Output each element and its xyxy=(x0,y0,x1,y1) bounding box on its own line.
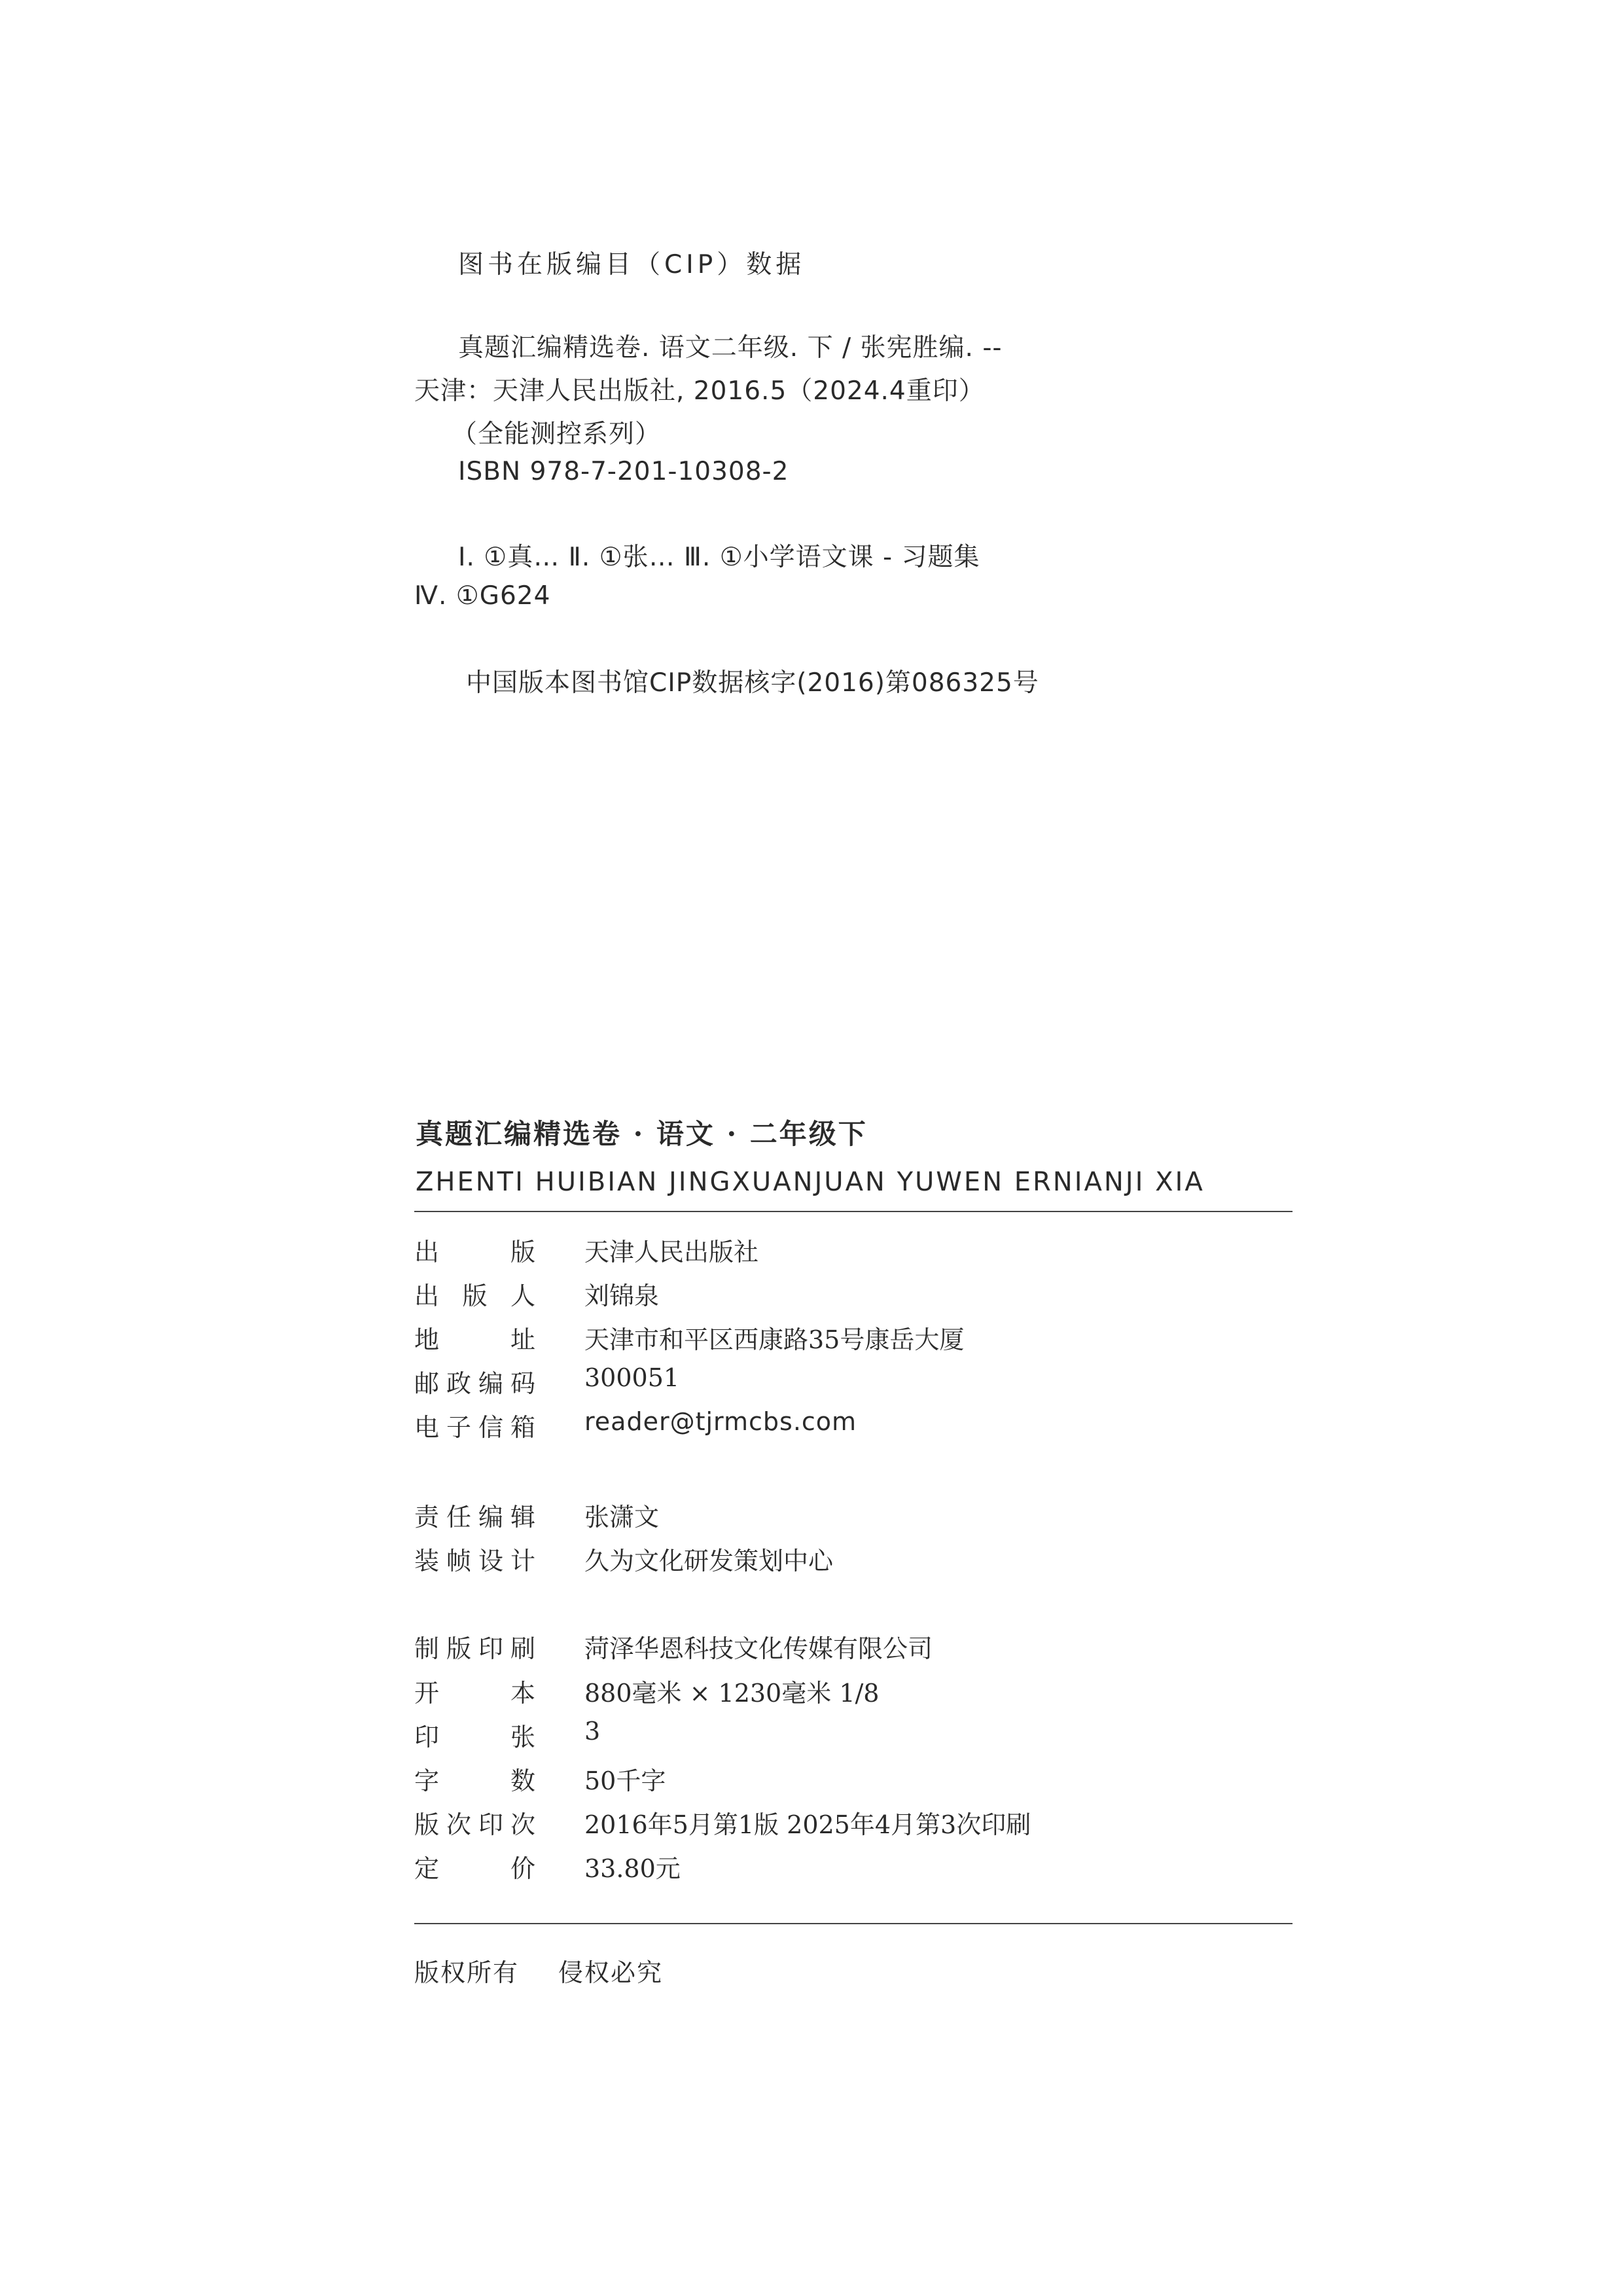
info-label-char: 刷 xyxy=(510,1634,535,1663)
info-label-responsible-editor xyxy=(414,1497,535,1533)
cip-heading: 图书在版编目（CIP）数据 xyxy=(458,250,806,279)
info-label-char: 编 xyxy=(478,1503,503,1532)
cip-line-publisher: 天津：天津人民出版社, 2016.5（2024.4重印） xyxy=(414,376,985,406)
info-label-char: 开 xyxy=(414,1679,440,1708)
info-label-char: 数 xyxy=(510,1767,535,1795)
info-label-char: 张 xyxy=(510,1723,535,1751)
info-label-char: 信 xyxy=(478,1413,503,1442)
info-label-price xyxy=(414,1848,535,1884)
info-label-char: 版 xyxy=(462,1282,488,1310)
info-label-postal-code xyxy=(414,1363,535,1399)
info-label-char: 印 xyxy=(414,1723,440,1751)
piracy-warning: 侵权必究 xyxy=(558,1958,664,1987)
info-label-char: 码 xyxy=(510,1369,535,1398)
info-label-char: 箱 xyxy=(510,1413,535,1442)
info-label-binding-design xyxy=(414,1541,535,1577)
info-value-price: 33.80元 xyxy=(584,1854,681,1883)
info-label-word-count xyxy=(414,1761,535,1797)
info-value-email: reader@tjrmcbs.com xyxy=(584,1407,857,1436)
info-label-char: 子 xyxy=(446,1413,471,1442)
info-label-char: 出 xyxy=(414,1282,440,1310)
info-label-char: 价 xyxy=(510,1854,535,1883)
info-value-binding-design: 久为文化研发策划中心 xyxy=(584,1547,834,1575)
info-label-char: 印 xyxy=(478,1634,503,1663)
info-label-char: 字 xyxy=(414,1767,440,1795)
info-label-char: 出 xyxy=(414,1238,440,1266)
info-value-format: 880毫米 × 1230毫米 1/8 xyxy=(584,1679,880,1708)
info-label-char: 印 xyxy=(478,1810,503,1839)
info-label-publisher xyxy=(414,1232,535,1268)
info-value-printing: 菏泽华恩科技文化传媒有限公司 xyxy=(584,1634,933,1663)
cip-line-series: （全能测控系列） xyxy=(452,420,662,449)
info-label-printed-sheets xyxy=(414,1717,535,1753)
info-label-char: 地 xyxy=(414,1325,440,1354)
cip-line-title: 真题汇编精选卷. 语文二年级. 下 / 张宪胜编. -- xyxy=(458,333,1003,363)
cip-line-record-number: 中国版本图书馆CIP数据核字(2016)第086325号 xyxy=(466,668,1039,698)
info-value-word-count: 50千字 xyxy=(584,1767,666,1795)
info-label-char: 版 xyxy=(446,1634,471,1663)
info-value-publisher-person: 刘锦泉 xyxy=(584,1282,660,1310)
book-title-cn: 真题汇编精选卷 · 语文 · 二年级下 xyxy=(416,1118,868,1150)
bottom-divider xyxy=(414,1923,1293,1924)
info-label-char: 设 xyxy=(478,1547,503,1575)
info-value-publisher: 天津人民出版社 xyxy=(584,1238,759,1266)
info-label-char: 人 xyxy=(510,1282,535,1310)
info-label-char: 址 xyxy=(510,1325,535,1354)
info-label-char: 政 xyxy=(446,1369,471,1398)
cip-line-classification: Ⅰ. ①真… Ⅱ. ①张… Ⅲ. ①小学语文课 - 习题集 xyxy=(458,543,980,572)
info-label-char: 定 xyxy=(414,1854,440,1883)
cip-line-isbn: ISBN 978-7-201-10308-2 xyxy=(458,457,789,486)
info-label-char: 次 xyxy=(446,1810,471,1839)
book-title-en: ZHENTI HUIBIAN JINGXUANJUAN YUWEN ERNIANJI XIA xyxy=(416,1167,1205,1197)
copyright-notice xyxy=(414,1952,663,1988)
info-label-format xyxy=(414,1673,535,1709)
info-label-publisher-person xyxy=(414,1276,535,1312)
info-value-printed-sheets: 3 xyxy=(584,1717,601,1746)
info-value-address: 天津市和平区西康路35号康岳大厦 xyxy=(584,1325,965,1354)
copyright-text: 版权所有 xyxy=(414,1958,520,1987)
info-label-edition xyxy=(414,1804,535,1840)
info-label-char: 任 xyxy=(446,1503,471,1532)
info-label-char: 本 xyxy=(510,1679,535,1708)
info-label-address xyxy=(414,1319,535,1355)
info-label-char: 辑 xyxy=(510,1503,535,1532)
info-label-char: 次 xyxy=(510,1810,535,1839)
cip-line-classification-cont: Ⅳ. ①G624 xyxy=(414,581,551,611)
info-label-email xyxy=(414,1407,535,1443)
info-label-char: 邮 xyxy=(414,1369,440,1398)
info-label-char: 版 xyxy=(414,1810,440,1839)
info-label-char: 编 xyxy=(478,1369,503,1398)
title-divider xyxy=(414,1211,1293,1212)
info-label-char: 制 xyxy=(414,1634,440,1663)
info-label-printing xyxy=(414,1628,535,1664)
info-value-postal-code: 300051 xyxy=(584,1363,680,1392)
info-value-responsible-editor: 张潇文 xyxy=(584,1503,660,1532)
info-value-edition: 2016年5月第1版 2025年4月第3次印刷 xyxy=(584,1810,1031,1839)
info-label-char: 计 xyxy=(510,1547,535,1575)
info-label-char: 电 xyxy=(414,1413,440,1442)
info-label-char: 装 xyxy=(414,1547,440,1575)
info-label-char: 责 xyxy=(414,1503,440,1532)
info-label-char: 帧 xyxy=(446,1547,471,1575)
info-label-char: 版 xyxy=(510,1238,535,1266)
